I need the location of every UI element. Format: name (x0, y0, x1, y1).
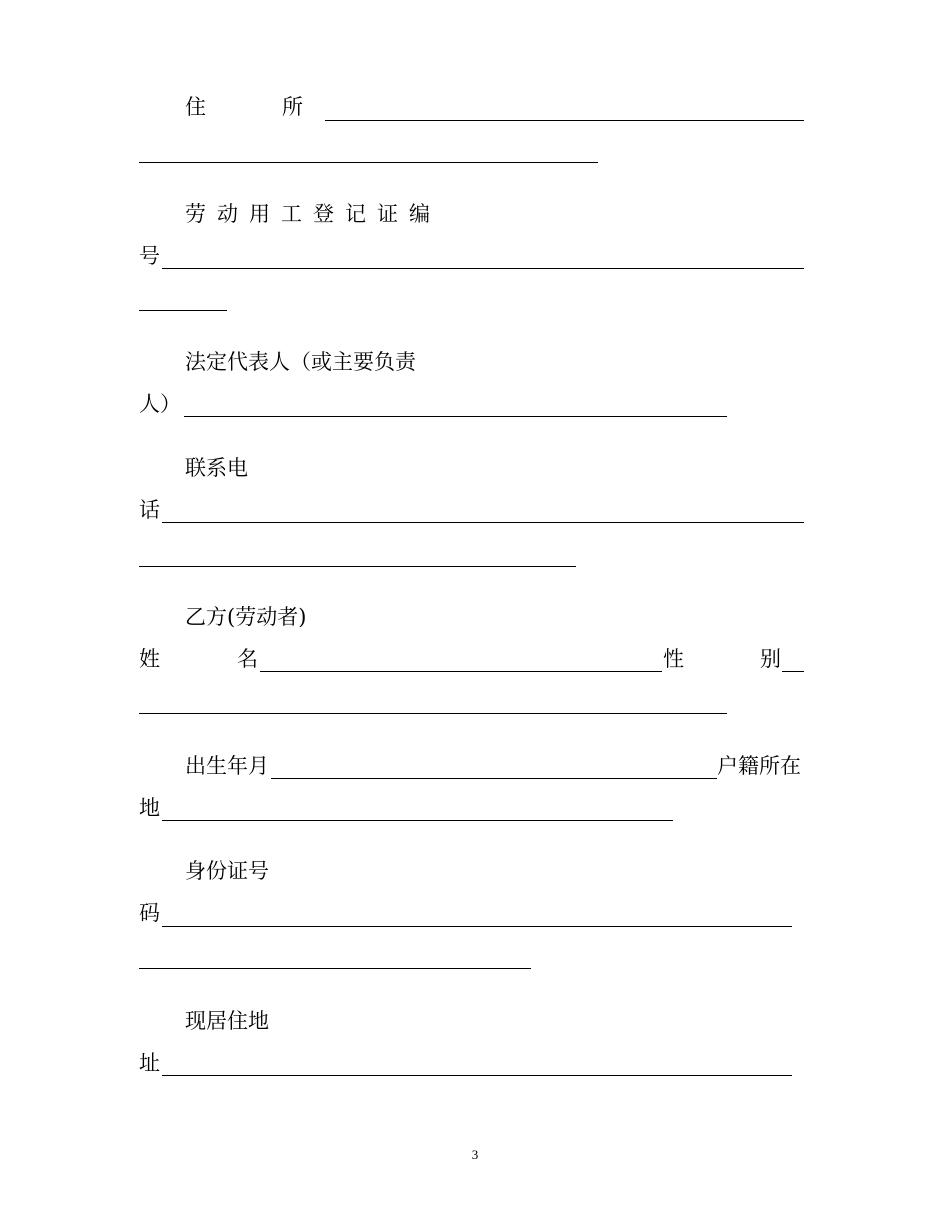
phone-field-continuation[interactable] (139, 566, 576, 567)
phone-label: 联系电 (185, 456, 248, 480)
birth-date-field[interactable] (271, 778, 717, 779)
name-field[interactable] (260, 671, 662, 672)
name-label-char2: 名 (237, 647, 258, 671)
household-registration-label-end: 地 (139, 796, 160, 820)
phone-field[interactable] (162, 522, 804, 523)
name-label-char1: 姓 (139, 647, 160, 671)
address-label-char2: 所 (282, 95, 303, 119)
gender-label-char2: 别 (760, 647, 781, 671)
employee-section-title: 乙方(劳动者) (185, 605, 307, 629)
registration-number-field[interactable] (162, 268, 804, 269)
current-address-label-end: 址 (139, 1051, 160, 1075)
phone-label-end: 话 (139, 498, 160, 522)
name-gender-field-continuation[interactable] (139, 713, 727, 714)
registration-number-field-continuation[interactable] (139, 310, 227, 311)
legal-representative-label-end: 人） (139, 392, 181, 416)
address-field-continuation[interactable] (139, 162, 598, 163)
gender-label-char1: 性 (663, 647, 684, 671)
legal-representative-label: 法定代表人（或主要负责 (185, 350, 416, 374)
id-number-label-end: 码 (139, 901, 160, 925)
gender-field[interactable] (782, 671, 804, 672)
household-registration-field[interactable] (162, 820, 673, 821)
address-field[interactable] (325, 120, 804, 121)
birth-date-label: 出生年月 (185, 754, 269, 778)
current-address-field[interactable] (162, 1075, 792, 1076)
household-registration-label: 户籍所在 (717, 754, 801, 778)
legal-representative-field[interactable] (184, 416, 727, 417)
id-number-field[interactable] (162, 926, 792, 927)
current-address-label: 现居住地 (185, 1009, 269, 1033)
id-number-label: 身份证号 (185, 859, 269, 883)
address-label-char1: 住 (185, 95, 206, 119)
registration-number-label: 劳动用工登记证编 (185, 202, 441, 226)
id-number-field-continuation[interactable] (139, 968, 531, 969)
registration-number-label-end: 号 (139, 244, 160, 268)
page-number: 3 (471, 1147, 479, 1162)
